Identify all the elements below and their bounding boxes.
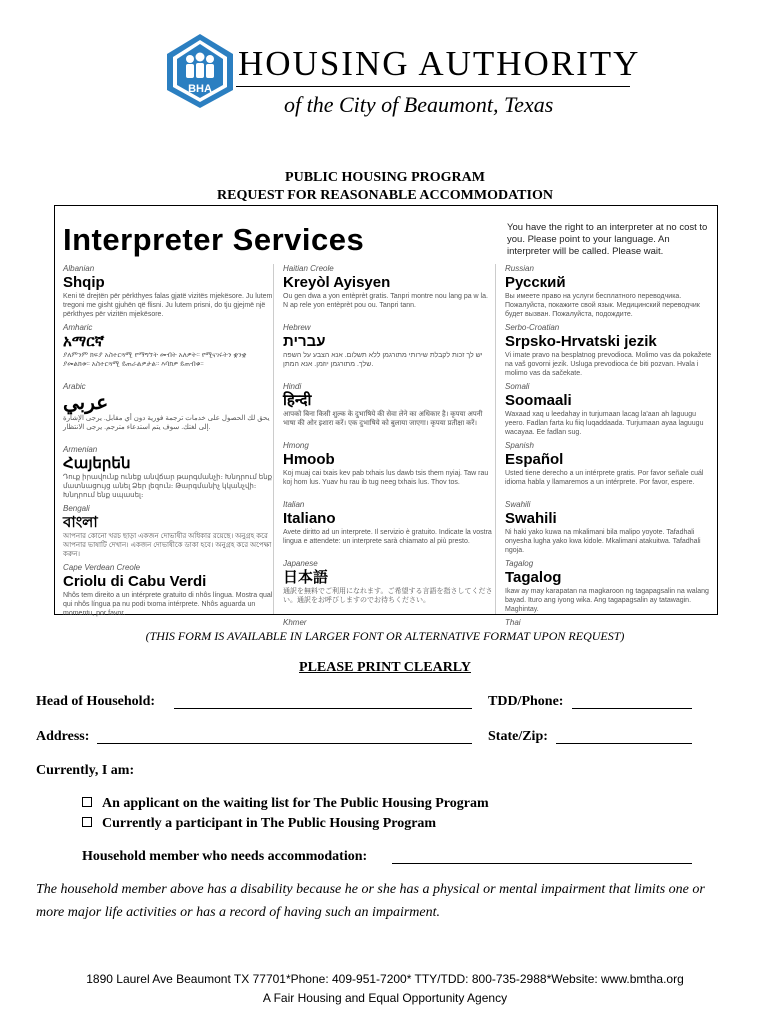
language-label: Hindi xyxy=(283,382,302,391)
language-label: Bengali xyxy=(63,504,90,513)
language-name: Soomaali xyxy=(505,392,572,409)
bha-logo xyxy=(165,32,235,110)
language-text: Ou gen dwa a yon entèprèt gratis. Tanpri montre nou lang pa w la. N ap rele yon entèprèt pou ou. Tanpri tann. xyxy=(283,293,488,309)
address-label: Address: xyxy=(36,729,90,744)
member-needs-field[interactable] xyxy=(392,863,692,864)
state-zip-field[interactable] xyxy=(556,743,692,744)
language-name: Swahili xyxy=(505,510,557,527)
language-label: Swahili xyxy=(505,500,531,509)
currently-label: Currently, I am: xyxy=(36,763,135,778)
column-divider xyxy=(495,264,496,614)
org-name: HOUSING AUTHORITY xyxy=(238,44,641,83)
head-of-household-label: Head of Household: xyxy=(36,694,156,709)
interpreter-services-panel xyxy=(54,205,718,627)
language-entry xyxy=(283,500,493,555)
language-label: Cape Verdean Creole xyxy=(63,563,141,572)
language-name: Español xyxy=(505,451,564,468)
language-label: Somali xyxy=(505,382,530,391)
language-text: Usted tiene derecho a un intérprete gratis. Por favor señale cuál idioma habla y llamaremos a un intérprete. Por favor, espere. xyxy=(505,470,704,486)
language-text: Waxaad xaq u leedahay in turjumaan lacag la'aan ah laguugu yeero. Fadlan farta ku fiiq luqaddaada. Turjumaan ayaa laguugu wacayaa. Ee fadlan sug. xyxy=(505,411,704,436)
language-name: Italiano xyxy=(283,510,336,527)
member-needs-label: Household member who needs accommodation: xyxy=(82,849,368,864)
language-entry xyxy=(283,559,493,614)
language-label: Serbo-Croatian xyxy=(505,323,560,332)
language-name: አማርኛ xyxy=(63,333,105,350)
language-entry xyxy=(283,618,493,628)
language-entry xyxy=(283,382,493,437)
language-name: Tagalog xyxy=(505,569,562,586)
language-label: Japanese xyxy=(283,559,318,568)
language-entry xyxy=(63,504,273,559)
language-text: Вы имеете право на услуги бесплатного переводчика. Пожалуйста, покажите свой язык. Медицинский переводчик будет вызван. Пожалуйста, подождите. xyxy=(505,293,700,318)
language-entry xyxy=(283,323,493,378)
language-entry xyxy=(505,441,715,496)
language-label: Albanian xyxy=(63,264,95,273)
disability-disclaimer: The household member above has a disability because he or she has a physical or mental impairment that limits one or more major life activities or has a record of having such an impairment. xyxy=(36,882,705,920)
language-entry xyxy=(63,264,273,319)
language-entry xyxy=(283,264,493,319)
language-entry xyxy=(63,323,273,378)
language-column-2 xyxy=(283,264,493,632)
language-entry xyxy=(283,441,493,496)
footer-tagline: A Fair Housing and Equal Opportunity Agency xyxy=(262,991,508,1005)
language-label: Khmer xyxy=(283,618,307,627)
language-entry xyxy=(505,500,715,555)
tdd-phone-label: TDD/Phone: xyxy=(488,694,564,709)
language-entry xyxy=(63,563,273,618)
option-waiting-list[interactable] xyxy=(82,796,489,812)
language-name: Hmoob xyxy=(283,451,335,468)
language-column-3 xyxy=(505,264,715,632)
head-of-household-field[interactable] xyxy=(174,708,472,709)
language-name: Հայերեն xyxy=(63,455,131,472)
language-text: 通訳を無料でご利用になれます。ご希望する言語を指さしてください。通訳をお呼びしますのでお待ちください。 xyxy=(283,588,493,604)
language-name: Shqip xyxy=(63,274,105,291)
language-label: Italian xyxy=(283,500,305,509)
waiting-list-checkbox[interactable] xyxy=(82,797,92,807)
language-column-1 xyxy=(63,264,273,622)
language-entry xyxy=(505,559,715,614)
language-entry xyxy=(505,264,715,319)
column-divider xyxy=(273,264,274,614)
participant-label: Currently a participant in The Public Housing Program xyxy=(102,816,437,831)
language-label: Spanish xyxy=(505,441,534,450)
footer-contact: 1890 Laurel Ave Beaumont TX 77701*Phone: 409-951-7200* TTY/TDD: 800-735-2988*Website: www.bmtha.org xyxy=(86,972,684,986)
language-text: יש לך זכות לקבלת שירותי מתורגמן ללא תשלום. אנא הצבע על השפה שלך. מתורגמן יוזמן. אנא המתן. xyxy=(283,352,483,368)
language-text: আপনার কোনো খরচ ছাড়া একজন দোভাষীর অধিকার রয়েছে। অনুগ্রহ করে আপনার ভাষাটি দেখান। একজন দোভাষীকে ডাকা হবে। অনুগ্রহ করে অপেক্ষা করুন। xyxy=(63,533,272,558)
participant-checkbox[interactable] xyxy=(82,817,92,827)
print-clearly-heading: PLEASE PRINT CLEARLY xyxy=(299,660,471,675)
language-text: Keni të drejtën për përkthyes falas gjatë vizitës mjekësore. Ju lutem tregoni me gisht gjuhën që flisni. Ju lutem prisni, do tju gjejmë një përkthyes për vizitën mjekësore. xyxy=(63,293,273,318)
language-label: Amharic xyxy=(63,323,93,332)
language-text: ያለምንም ክፍያ አስተርጓሚ የማግኘት መብት አለዎት። የሚናገሩትን ቋንቋ ያመልክቱ። አስተርጓሚ ይጠራልዎታል። እባክዎ ይጠብቁ። xyxy=(63,352,247,368)
language-text: Avete diritto ad un interprete. Il servizio è gratuito. Indicate la vostra lingua e attendete: un interprete sarà chiamato al più presto. xyxy=(283,529,492,545)
language-text: Nhôs tem direito a un intérprete gratuito di nhôs língua. Mostra qual qui nhôs língua pa nu podi txoma intérprete. Nhôs aguarda un momentu, por favor. xyxy=(63,592,273,617)
language-text: Դուք իրավունք ունեք անվճար թարգմանչի։ Խնդրում ենք մատնացույց անել Ձեր լեզուն։ Թարգմանիչ կկանչվի։ Խնդրում ենք սպասել։ xyxy=(63,474,273,499)
language-text: Koj muaj cai txais kev pab txhais lus dawb tsis them nyiaj. Taw rau koj hom lus. Yuav hu rau ib tug neeg txhais lus. Thov tos. xyxy=(283,470,489,486)
interpreter-note: You have the right to an interpreter at no cost to you. Please point to your language. An interpreter will be called. Please wait. xyxy=(507,222,708,257)
language-label: Tagalog xyxy=(505,559,534,568)
language-text: Vi imate pravo na besplatnog prevodioca. Molimo vas da pokažete na vaš govorni jezik. Usluga prevodioca će biti pozvan. Hvala i molimo vas da sačekate. xyxy=(505,352,712,377)
form-title-line2: REQUEST FOR REASONABLE ACCOMMODATION xyxy=(217,188,553,203)
language-entry xyxy=(505,382,715,437)
language-entry xyxy=(63,382,273,441)
language-name: Kreyòl Ayisyen xyxy=(283,274,391,291)
address-field[interactable] xyxy=(97,743,472,744)
option-participant[interactable] xyxy=(82,816,436,832)
language-label: Hebrew xyxy=(283,323,311,332)
language-name: عربي xyxy=(63,392,109,414)
language-name: עברית xyxy=(283,333,326,350)
language-name: 日本語 xyxy=(283,569,329,586)
language-name: Русский xyxy=(505,274,566,291)
alternate-format-notice: (THIS FORM IS AVAILABLE IN LARGER FONT OR ALTERNATIVE FORMAT UPON REQUEST) xyxy=(145,629,625,643)
language-entry xyxy=(505,323,715,378)
language-name: हिन्दी xyxy=(283,392,312,409)
language-text: Ni haki yako kuwa na mkalimani bila malipo yoyote. Tafadhali onyesha lugha yako kwa kidole. Mkalimani atakuitwa. Tafadhali ngoja. xyxy=(505,529,701,554)
tdd-phone-field[interactable] xyxy=(572,708,692,709)
waiting-list-label: An applicant on the waiting list for The Public Housing Program xyxy=(102,796,489,811)
language-label: Arabic xyxy=(63,382,86,391)
language-name: Criolu di Cabu Verdi xyxy=(63,573,207,590)
header-divider xyxy=(236,86,630,87)
interpreter-title: Interpreter Services xyxy=(63,222,365,257)
language-label: Hmong xyxy=(283,441,309,450)
language-name: Srpsko-Hrvatski jezik xyxy=(505,333,657,350)
language-label: Russian xyxy=(505,264,534,273)
language-text: Ikaw ay may karapatan na magkaroon ng tagapagsalin na walang bayad. Ituro ang iyong wika. Ang tagapagsalin ay tatawagin. Maghintay. xyxy=(505,588,709,613)
language-name: বাংলা xyxy=(63,514,98,531)
logo-text: BHA xyxy=(188,83,212,95)
language-label: Armenian xyxy=(63,445,98,454)
org-subtitle: of the City of Beaumont, Texas xyxy=(284,92,554,117)
language-entry xyxy=(63,445,273,500)
language-text: يحق لك الحصول على خدمات ترجمة فورية دون أي مقابل. يرجى الإشارة إلى لغتك. سوف يتم استدعاء مترجم. يرجى الانتظار. xyxy=(63,415,270,431)
form-title-line1: PUBLIC HOUSING PROGRAM xyxy=(285,170,485,185)
language-label: Haitian Creole xyxy=(283,264,334,273)
language-label: Thai xyxy=(505,618,521,627)
language-text: आपको बिना किसी शुल्क के दुभाषिये की सेवा लेने का अधिकार है। कृपया अपनी भाषा की ओर इशारा करें। एक दुभाषिये को बुलाया जाएगा। कृपया प्रतीक्षा करें। xyxy=(283,411,483,427)
language-entry xyxy=(505,618,715,628)
state-zip-label: State/Zip: xyxy=(488,729,548,744)
